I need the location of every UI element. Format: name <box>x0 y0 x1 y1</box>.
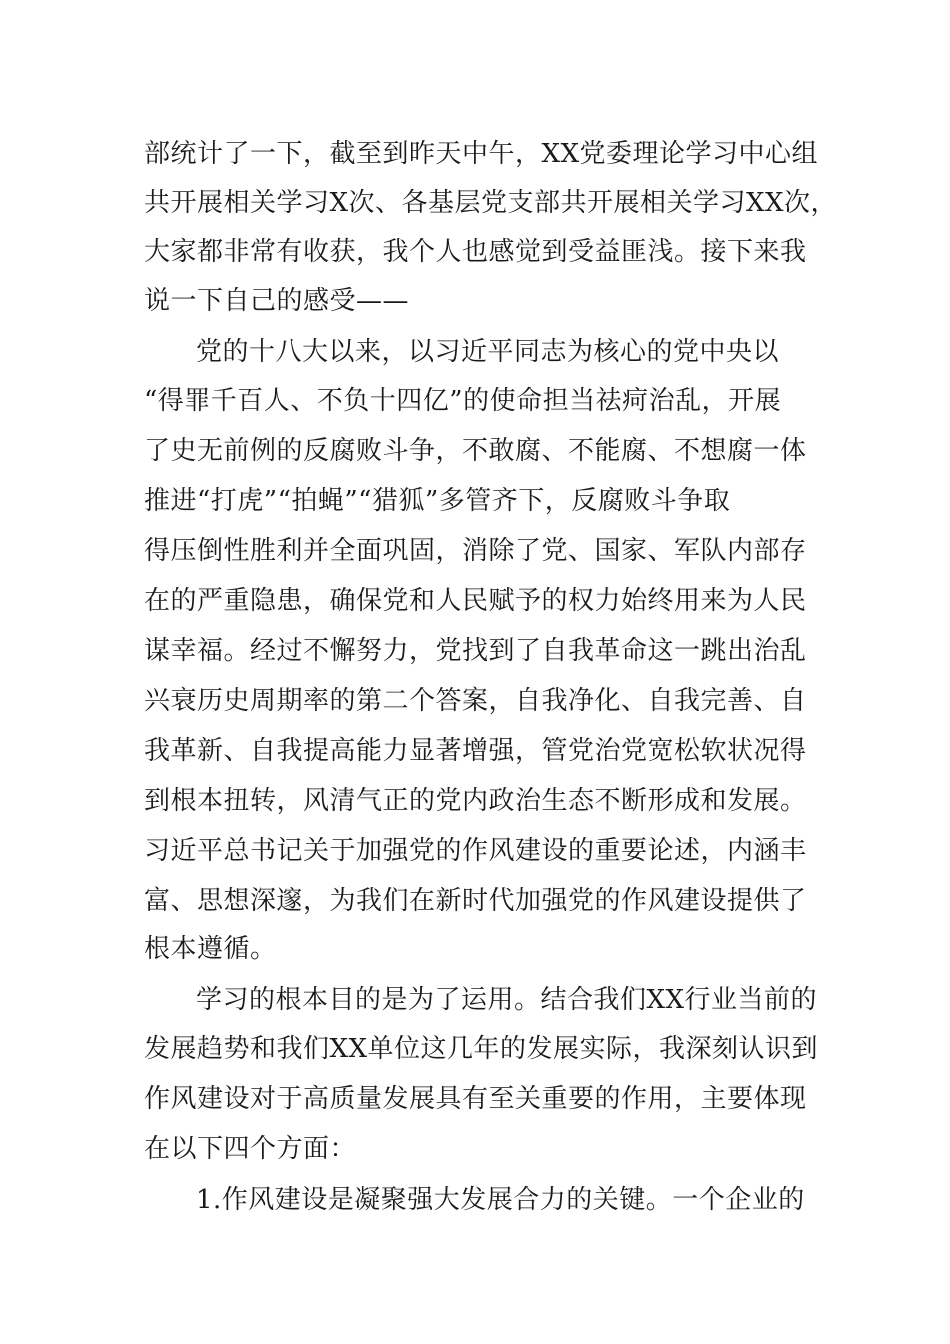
text-line: 在以下四个方面： <box>144 1134 357 1164</box>
text-line: 在的严重隐患，确保党和人民赋予的权力始终用来为人民 <box>144 586 807 616</box>
text-line: 作风建设对于高质量发展具有至关重要的作用，主要体现 <box>144 1084 807 1114</box>
paragraph-start-line: 党的十八大以来，以习近平同志为核心的党中央以 <box>196 337 780 367</box>
text-line: 大家都非常有收获，我个人也感觉到受益匪浅。接下来我 <box>144 237 807 267</box>
text-line: 发展趋势和我们XX单位这几年的发展实际，我深刻认识到 <box>144 1034 819 1064</box>
text-line: “得罪千百人、不负十四亿”的使命担当祛疴治乱，开展 <box>144 386 782 416</box>
text-line: 推进“打虎”“拍蝇”“猎狐”多管齐下，反腐败斗争取 <box>144 486 731 516</box>
text-line: 到根本扭转，风清气正的党内政治生态不断形成和发展。 <box>144 786 807 816</box>
numbered-item-line: 1.作风建设是凝聚强大发展合力的关键。一个企业的 <box>196 1185 805 1215</box>
text-line: 我革新、自我提高能力显著增强，管党治党宽松软状况得 <box>144 736 807 766</box>
text-line: 谋幸福。经过不懈努力，党找到了自我革命这一跳出治乱 <box>144 636 807 666</box>
paragraph-start-line: 学习的根本目的是为了运用。结合我们XX行业当前的 <box>196 985 818 1015</box>
text-line: 富、思想深邃，为我们在新时代加强党的作风建设提供了 <box>144 886 807 916</box>
text-line: 说一下自己的感受—— <box>144 286 410 316</box>
text-line: 共开展相关学习X次、各基层党支部共开展相关学习XX次， <box>144 188 838 218</box>
text-line: 兴衰历史周期率的第二个答案，自我净化、自我完善、自 <box>144 686 807 716</box>
text-line: 了史无前例的反腐败斗争，不敢腐、不能腐、不想腐一体 <box>144 436 807 466</box>
text-line: 根本遵循。 <box>144 934 277 964</box>
text-line: 习近平总书记关于加强党的作风建设的重要论述，内涵丰 <box>144 836 807 866</box>
text-line: 得压倒性胜利并全面巩固，消除了党、国家、军队内部存 <box>144 536 807 566</box>
text-line: 部统计了一下，截至到昨天中午，XX党委理论学习中心组 <box>144 139 819 169</box>
